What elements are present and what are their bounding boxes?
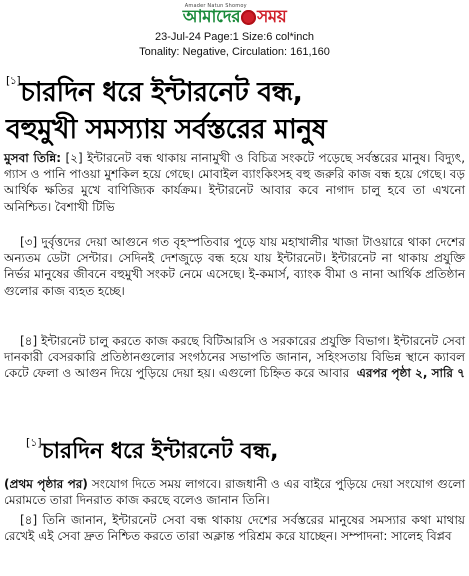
logo-right-text: সময় — [257, 7, 287, 27]
article2-paragraph1 — [4, 476, 465, 508]
article1-byline: মুসবা তিন্নি: — [4, 151, 62, 165]
article2-para1-text: সংযোগ দিতে সময় লাগবে। রাজধানী ও এর বাইরে পুড়িয়ে দেয়া সংযোগ গুলো মেরামতে তারা দিনরাত কাজ করছে বলেও জানান তিনি। — [4, 477, 465, 508]
article2-headline — [26, 434, 279, 471]
clip-meta-tonality: Tonality: Negative, Circulation: 161,160 — [139, 46, 330, 58]
newspaper-clipping — [0, 64, 469, 576]
article2-footnote-marker: [১] — [26, 436, 42, 449]
newspaper-logo — [182, 3, 287, 28]
logo-left-text: আমাদের — [182, 7, 241, 27]
article2-lead-label: (প্রথম পৃষ্ঠার পর) — [4, 477, 88, 491]
article2-paragraph2 — [4, 512, 465, 544]
article1-continued-note: এরপর পৃষ্ঠা ২, সারি ৭ — [356, 366, 465, 381]
logo-seal-icon — [241, 10, 256, 25]
masthead — [0, 2, 469, 28]
article1-para3-text: [৪] ইন্টারনেট চালু করতে কাজ করছে বিটিআরসি ও সরকারের প্রযুক্তি বিভাগ। ইন্টারনেট সেবা দানকারী বেসরকারি প্রতিষ্ঠানগুলোর সংগঠনের সভাপতি জানান, সহিংসতায় বিভিন্ন স্থানে ক্যাবল কেটে ফেলা ও আগুন দিয়ে পুড়িয়ে দেয়া হয়। এগুলো চিহ্নিত করে আবার — [4, 334, 465, 381]
article1-paragraph3 — [4, 333, 465, 382]
article1-para1-number: [২] — [65, 151, 83, 165]
article1-headline-text1: চারদিন ধরে ইন্টারনেট বন্ধ, — [20, 77, 303, 108]
article1-footnote-marker: [১] — [6, 74, 21, 87]
article2-para2-text: [৪] তিনি জানান, ইন্টারনেট সেবা বন্ধ থাকায় দেশের সর্বস্তরের মানুষের সমস্যার কথা মাথায় রেখেই এই সেবা দ্রুত নিশ্চিত করতে তারা অক্লান্ত পরিশ্রম করে যাচ্ছেন। সম্পাদনা: সালেহ বিপ্লব — [4, 513, 465, 544]
article1-paragraph1 — [4, 150, 465, 215]
article2-headline-text: চারদিন ধরে ইন্টারনেট বন্ধ, — [41, 439, 279, 464]
logo-tagline: Amader Natun Shomoy — [184, 3, 247, 9]
clip-meta-date-page: 23-Jul-24 Page:1 Size:6 col*inch — [155, 31, 314, 43]
article1-headline-line2: বহুমুখী সমস্যায় সর্বস্তরের মানুষ — [6, 114, 327, 145]
article1-para1-text: ইন্টারনেট বন্ধ থাকায় নানামুখী ও বিচিত্র সংকটে পড়েছে সর্বস্তরের মানুষ। বিদ্যুৎ, গ্যাস ও পানি পাওয়া মুশকিল হয়ে গেছে। মোবাইল ব্যাংকিংসহ বহু জরুরি কাজ বন্ধ হয়ে গেছে। বড় আর্থিক ক্ষতির মুখে বাণিজ্যিক কার্যক্রম। ইন্টারনেট আবার কবে নাগাদ চালু হবে তা এখনো অনিশ্চিত। বৈশাখী টিভি — [4, 151, 466, 214]
article1-para2-text: [৩] দুর্বৃত্তদের দেয়া আগুনে গত বৃহস্পতিবার পুড়ে যায় মহাখালীর খাজা টাওয়ারে থাকা দেশের অন্যতম ডেটা সেন্টার। সেদিনই দেশজুড়ে বন্ধ হয়ে যায় ইন্টারনেট। ইন্টারনেট না থাকায় প্রযুক্তি নির্ভর মানুষের জীবনে বহুমুখী সংকট নেমে এসেছে। ই-কমার্স, ব্যাংক বীমা ও নানা আর্থিক প্রতিষ্ঠান গুলোর কাজ ব্যহত হচ্ছে। — [4, 235, 465, 298]
article1-paragraph2 — [4, 234, 465, 299]
